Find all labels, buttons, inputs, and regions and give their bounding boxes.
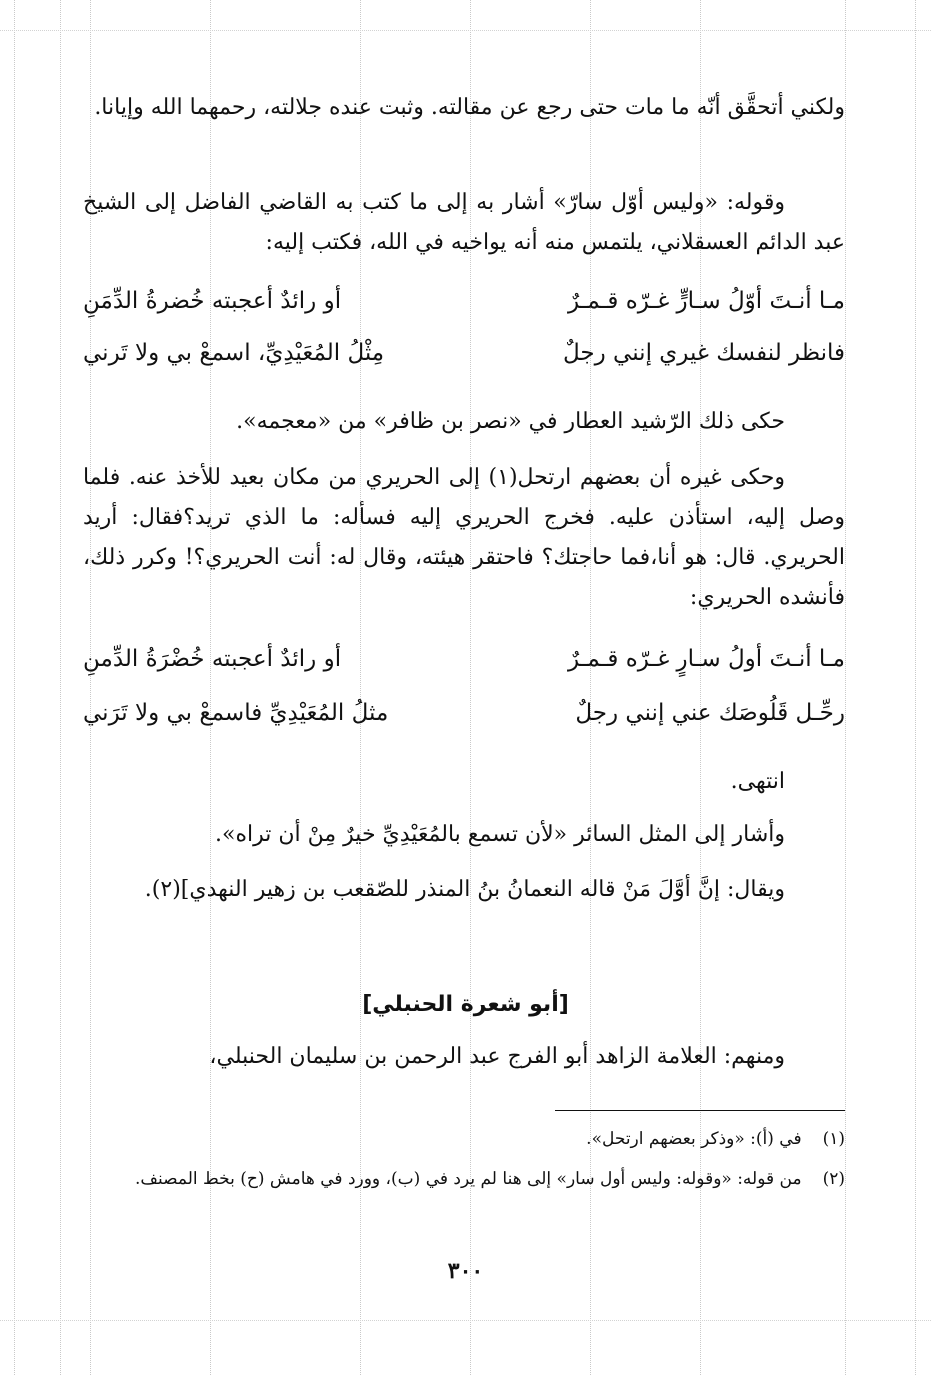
footnote-separator [555, 1110, 845, 1111]
paragraph-text: وأشار إلى المثل السائر «لأن تسمع بالمُعَيْدِيِّ خيرٌ مِنْ أن تراه». [215, 822, 785, 847]
section-heading: [أبو شعرة الحنبلي] [362, 992, 569, 1017]
verse-hemistich-left: أو رائدٌ أعجبته خُضرةُ الدِّمَنِ [83, 288, 342, 314]
paragraph-story [83, 458, 845, 618]
verse-hemistich-right: مـا أنـتَ أولُ سـارٍ غـرّه قـمـرٌ [567, 646, 845, 672]
footnote-text: في (أ): «وذكر بعضهم ارتحل». [586, 1129, 802, 1149]
footnote-1 [83, 1124, 845, 1154]
verse-line-4 [83, 700, 845, 750]
paragraph-text: انتهى. [730, 769, 785, 794]
paragraph-intaha [83, 762, 845, 802]
footnote-number: (٢) [822, 1169, 845, 1189]
paragraph-text: وحكى غيره أن بعضهم ارتحل(١) إلى الحريري من مكان بعيد للأخذ عنه. فلما وصل إليه، استأذن عليه. فخرج الحريري إليه فسأله: ما الذي تريد؟فقال: أريد الحريري. قال: هو أنا،فما حاجتك؟ فاحتقر هيئته، وقال له: أنت الحريري؟! وكرر ذلك، فأنشده الحريري: [83, 465, 845, 610]
paragraph-text: وقوله: «وليس أوّل سارّ» أشار به إلى ما كتب به القاضي الفاضل إلى الشيخ عبد الدائم العسقلاني، يلتمس منه أنه يواخيه في الله، فكتب إليه: [83, 190, 845, 255]
footnote-text: من قوله: «وقوله: وليس أول سار» إلى هنا لم يرد في (ب)، وورد في هامش (ح) بخط المصنف. [135, 1169, 802, 1189]
verse-hemistich-right: مـا أنـتَ أوّلُ سـارٍّ غـرّه قـمـرٌ [567, 288, 845, 314]
page-number: ٣٠٠ [447, 1258, 484, 1284]
paragraph-text: ويقال: إنَّ أوَّلَ مَنْ قاله النعمانُ بنُ المنذر للصّقعب بن زهير النهدي](٢). [144, 877, 785, 902]
verse-hemistich-left: أو رائدٌ أعجبته خُضْرَةُ الدِّمنِ [83, 646, 342, 672]
verse-line-2 [83, 340, 845, 390]
paragraph-section-start [83, 1037, 845, 1077]
footnote-2 [83, 1164, 845, 1194]
paragraph-origin [83, 870, 845, 910]
verse-line-3 [83, 646, 845, 696]
paragraph-qawluhu [83, 183, 845, 263]
verse-hemistich-right: فانظر لنفسك غيري إنني رجلٌ [563, 340, 845, 366]
paragraph-text: ومنهم: العلامة الزاهد أبو الفرج عبد الرحمن بن سليمان الحنبلي، [209, 1044, 785, 1069]
verse-line-1 [83, 288, 845, 338]
verse-hemistich-right: رحِّـل قَلُوصَك عني إنني رجلٌ [575, 700, 845, 726]
paragraph-text: حكى ذلك الرّشيد العطار في «نصر بن ظافر» من «معجمه». [236, 409, 785, 434]
paragraph-text: ولكني أتحقَّق أنّه ما مات حتى رجع عن مقالته. وثبت عنده جلالته، رحمهما الله وإيانا. [94, 95, 845, 120]
paragraph-proverb [83, 815, 845, 855]
verse-hemistich-left: مثلُ المُعَيْدِيِّ فاسمعْ بي ولا تَرَني [83, 700, 389, 726]
footnote-number: (١) [822, 1129, 845, 1149]
paragraph-intro [83, 88, 845, 128]
verse-hemistich-left: مِثْلُ المُعَيْدِيِّ، اسمعْ بي ولا تَرني [83, 340, 385, 366]
paragraph-source [83, 402, 845, 442]
